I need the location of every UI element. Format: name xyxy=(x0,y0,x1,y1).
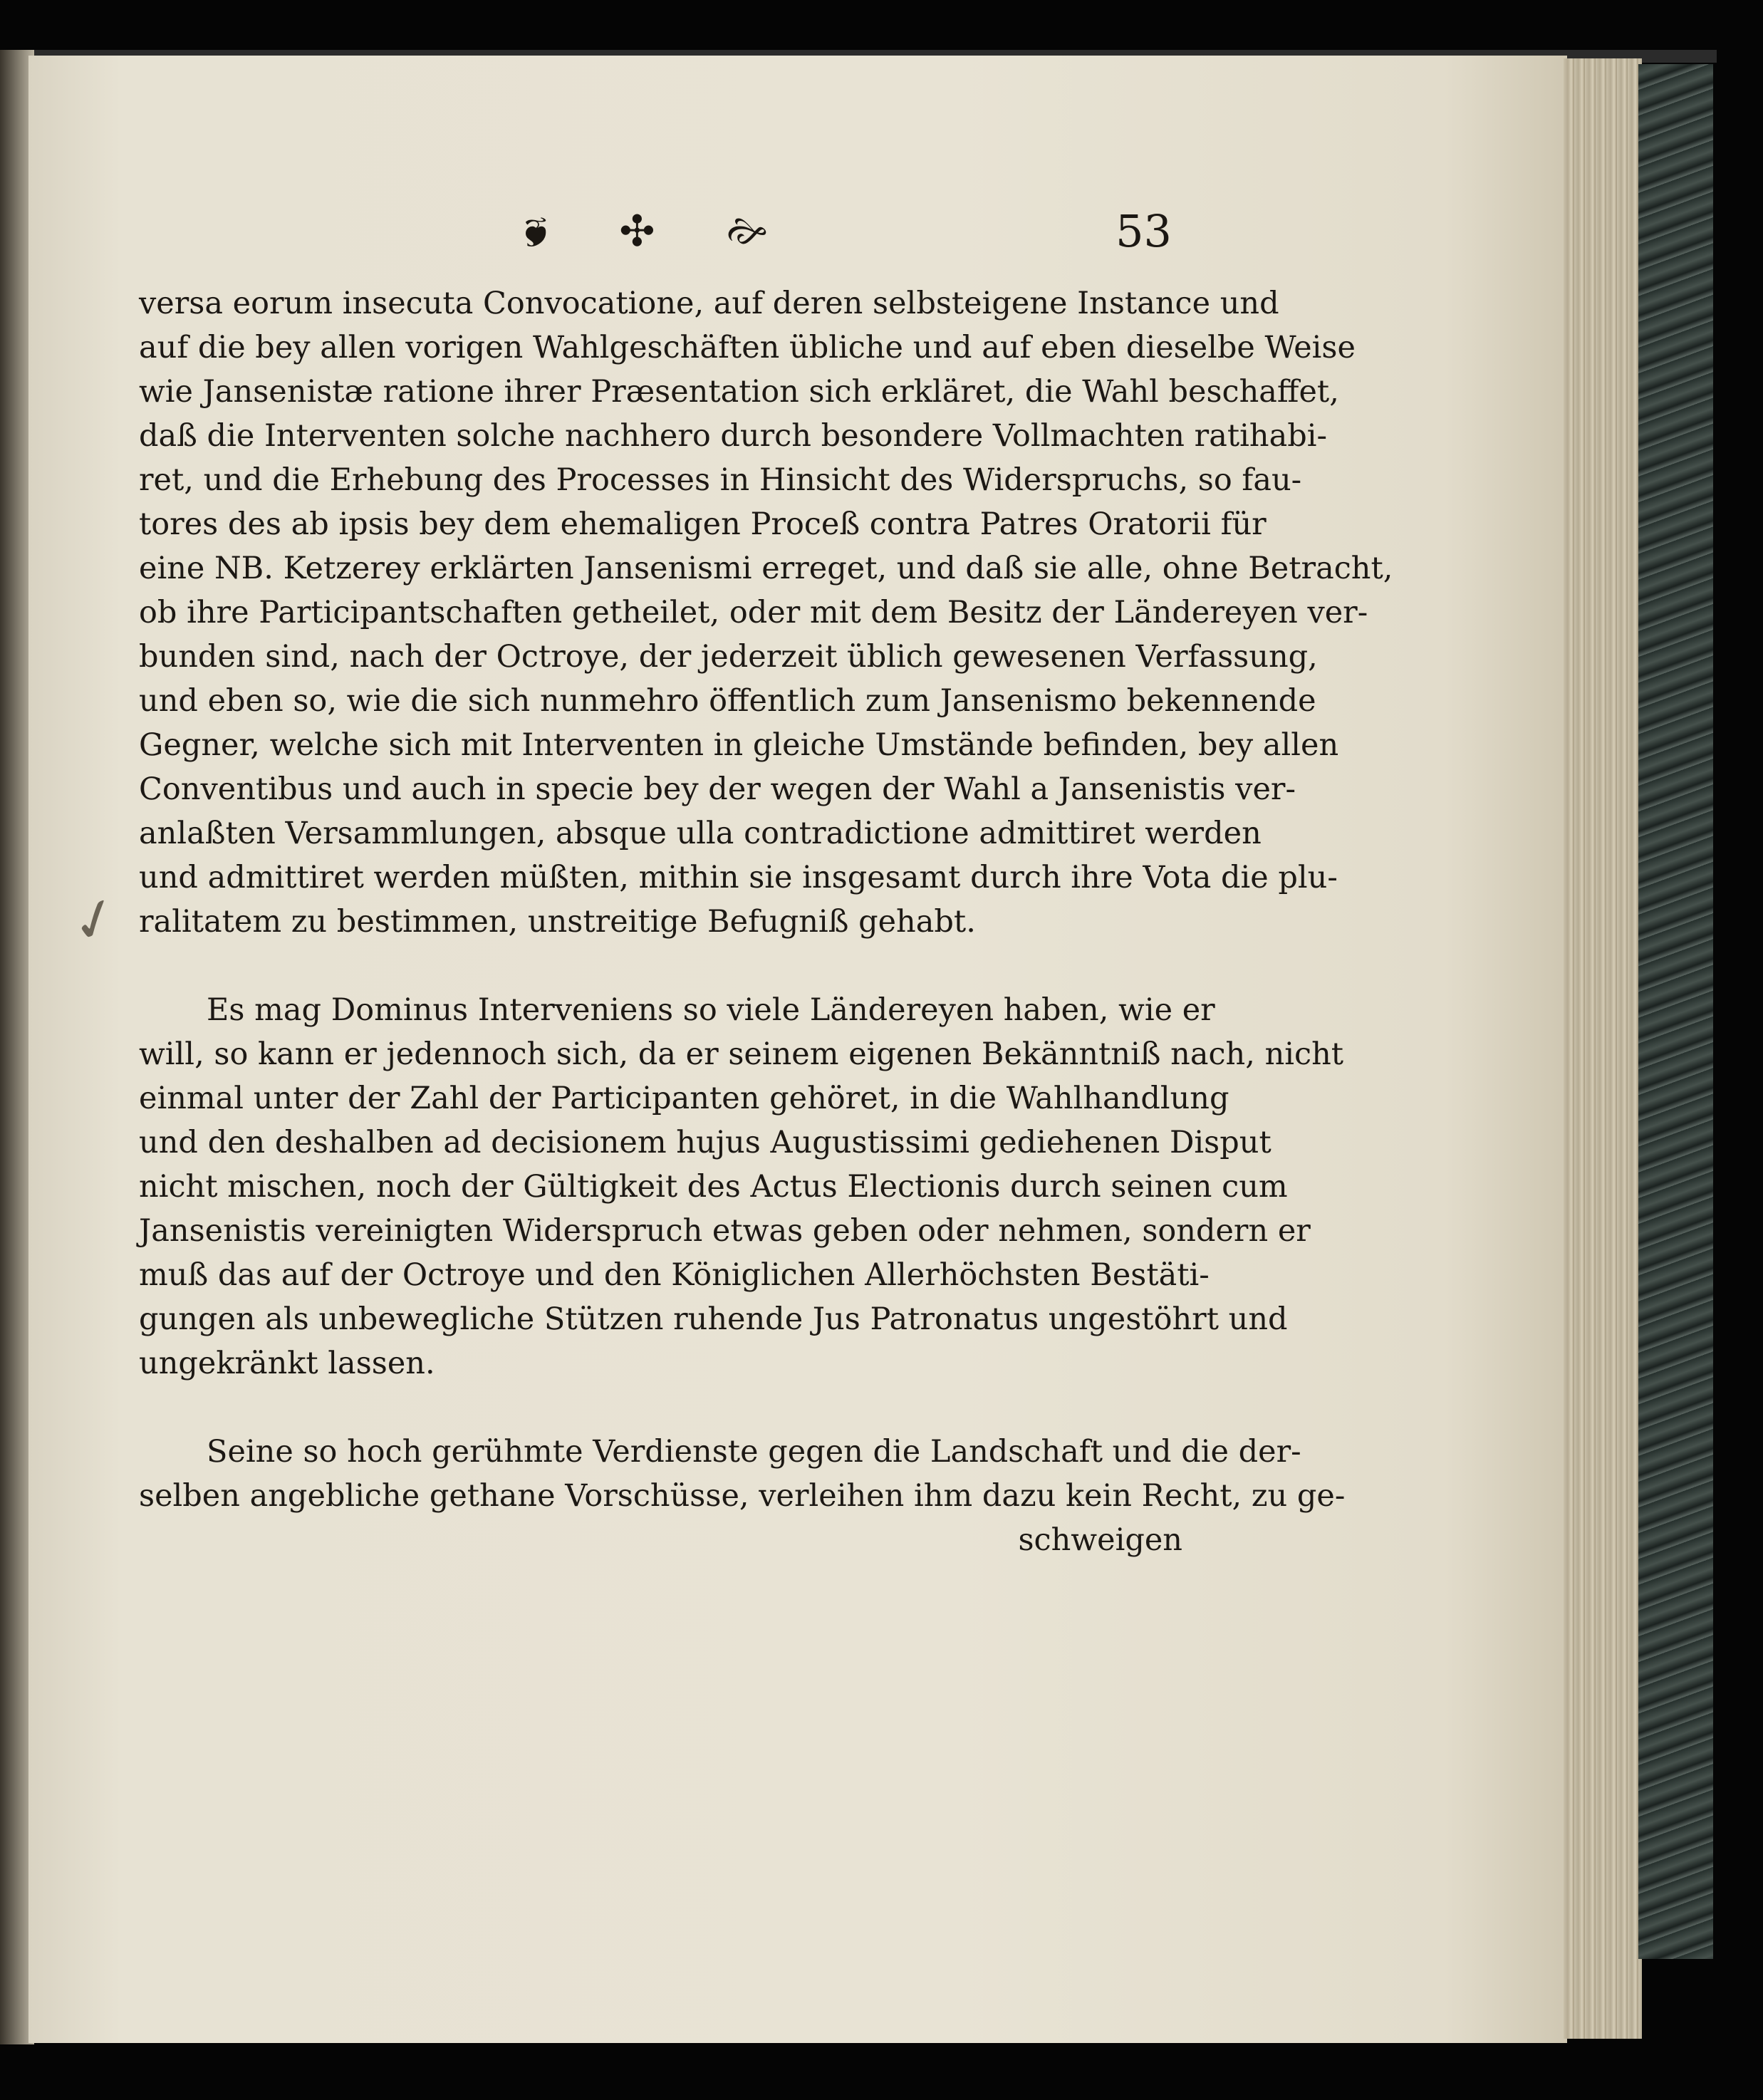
text-line: einmal unter der Zahl der Participanten gehöret, in die Wahlhandlung xyxy=(139,1081,1229,1116)
catchword: schweigen xyxy=(1018,1522,1182,1558)
shell-ornament-icon: 🙚 xyxy=(726,207,769,256)
text-line: und eben so, wie die sich nunmehro öffentlich zum Jansenismo bekennende xyxy=(139,683,1316,719)
text-line: tores des ab ipsis bey dem ehemaligen Proceß contra Patres Oratorii für xyxy=(139,506,1267,542)
margin-pencil-mark: ✓ xyxy=(62,880,128,960)
header-ornaments xyxy=(524,203,768,260)
paragraph-gap xyxy=(139,1386,1182,1430)
page-edges xyxy=(1564,58,1642,2039)
text-line: und den deshalben ad decisionem hujus Augustissimi gediehenen Disput xyxy=(139,1125,1271,1160)
text-line: auf die bey allen vorigen Wahlgeschäften übliche und auf eben dieselbe Weise xyxy=(139,330,1356,365)
text-line: Gegner, welche sich mit Interventen in gleiche Umstände befinden, bey allen xyxy=(139,727,1339,763)
text-line: bunden sind, nach der Octroye, der jederzeit üblich gewesenen Verfassung, xyxy=(139,639,1318,675)
text-line: und admittiret werden müßten, mithin sie insgesamt durch ihre Vota die plu- xyxy=(139,860,1338,895)
text-line: daß die Interventen solche nachhero durch besondere Vollmachten ratihabi- xyxy=(139,418,1328,454)
text-line: gungen als unbewegliche Stützen ruhende Jus Patronatus ungestöhrt und xyxy=(139,1301,1288,1337)
text-line: ralitatem zu bestimmen, unstreitige Befugniß gehabt. xyxy=(139,904,976,940)
text-line: wie Jansenistæ ratione ihrer Præsentation sich erkläret, die Wahl beschaffet, xyxy=(139,374,1339,410)
text-line: Es mag Dominus Interveniens so viele Ländereyen haben, wie er xyxy=(207,992,1215,1028)
paragraph-3 xyxy=(139,1430,1346,1518)
text-line: selben angebliche gethane Vorschüsse, verleihen ihm dazu kein Recht, zu ge- xyxy=(139,1478,1346,1514)
body-text xyxy=(139,281,1393,1562)
text-line: Conventibus und auch in specie bey der wegen der Wahl a Jansenistis ver- xyxy=(139,771,1296,807)
text-line: Jansenistis vereinigten Widerspruch etwas geben oder nehmen, sondern er xyxy=(139,1213,1311,1249)
page-header xyxy=(139,203,1193,260)
text-line: nicht mischen, noch der Gültigkeit des Actus Electionis durch seinen cum xyxy=(139,1169,1288,1205)
text-line: will, so kann er jedennoch sich, da er seinem eigenen Bekänntniß nach, nicht xyxy=(139,1036,1344,1072)
paragraph-2 xyxy=(139,988,1344,1386)
text-line: muß das auf der Octroye und den Königlichen Allerhöchsten Bestäti- xyxy=(139,1257,1210,1293)
text-line: ret, und die Erhebung des Processes in Hinsicht des Widerspruchs, so fau- xyxy=(139,462,1302,498)
paragraph-1 xyxy=(139,281,1393,944)
page-number: 53 xyxy=(1115,205,1172,257)
text-line: ungekränkt lassen. xyxy=(139,1346,435,1381)
paragraph-gap xyxy=(139,944,1182,988)
text-line: ob ihre Participantschaften getheilet, oder mit dem Besitz der Ländereyen ver- xyxy=(139,595,1368,630)
text-line: anlaßten Versammlungen, absque ulla contradictione admittiret werden xyxy=(139,816,1262,851)
book-cover-edge xyxy=(1638,64,1713,1959)
text-line: eine NB. Ketzerey erklärten Jansenismi erreget, und daß sie alle, ohne Betracht, xyxy=(139,551,1393,586)
shell-ornament-icon: 🙘 xyxy=(524,207,548,256)
text-line: Seine so hoch gerühmte Verdienste gegen die Landschaft und die der- xyxy=(207,1434,1301,1470)
star-ornament-icon: ✣ xyxy=(619,207,655,256)
text-line: versa eorum insecuta Convocatione, auf deren selbsteigene Instance und xyxy=(139,286,1279,321)
